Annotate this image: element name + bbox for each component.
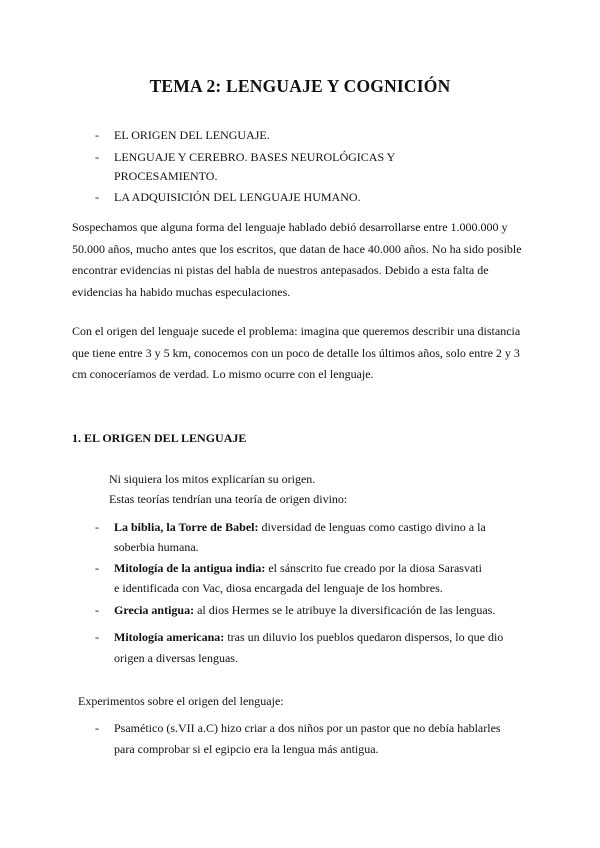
myth-4-line-1 bbox=[114, 629, 503, 645]
toc-bullet-1: - bbox=[95, 128, 99, 142]
myth-2-text: el sánscrito fue creado por la diosa Sarasvati bbox=[265, 561, 482, 575]
myth-1-title: La biblia, la Torre de Babel: bbox=[114, 520, 259, 534]
para2-line-2: que tiene entre 3 y 5 km, conocemos con un poco de detalle los últimos años, solo entre 2 y 3 bbox=[72, 346, 520, 360]
myth-1-line-1 bbox=[114, 519, 486, 535]
toc-item-2-line-2: PROCESAMIENTO. bbox=[114, 169, 218, 183]
myth-3-text: al dios Hermes se le atribuye la diversificación de las lenguas. bbox=[194, 603, 496, 617]
toc-bullet-3: - bbox=[95, 190, 99, 204]
para1-line-4: evidencias ha habido muchas especulaciones. bbox=[72, 285, 291, 299]
toc-item-1: EL ORIGEN DEL LENGUAJE. bbox=[114, 128, 270, 142]
myth-bullet-4: - bbox=[95, 630, 99, 644]
experiment-1-line-1: Psamético (s.VII a.C) hizo criar a dos niños por un pastor que no debía hablarles bbox=[114, 721, 501, 735]
para1-line-3: encontrar evidencias ni pistas del habla de nuestros antepasados. Debido a esta falta de bbox=[72, 263, 489, 277]
myth-1-text: diversidad de lenguas como castigo divino a la bbox=[258, 520, 486, 534]
section-1-heading: 1. EL ORIGEN DEL LENGUAJE bbox=[72, 431, 247, 445]
para1-line-1: Sospechamos que alguna forma del lenguaje hablado debió desarrollarse entre 1.000.000 y bbox=[72, 220, 508, 234]
myth-2-line-1 bbox=[114, 560, 482, 576]
section-1-intro-2: Estas teorías tendrían una teoría de origen divino: bbox=[109, 492, 348, 506]
experiments-heading: Experimentos sobre el origen del lenguaje: bbox=[78, 694, 284, 708]
myth-2-title: Mitología de la antigua india: bbox=[114, 561, 266, 575]
myth-4-title: Mitología americana: bbox=[114, 630, 225, 644]
myth-3-title: Grecia antigua: bbox=[114, 603, 195, 617]
myth-bullet-1: - bbox=[95, 520, 99, 534]
myth-3-line-1 bbox=[114, 602, 495, 618]
myth-1-line-2: soberbia humana. bbox=[114, 540, 199, 554]
toc-item-2-line-1: LENGUAJE Y CEREBRO. BASES NEUROLÓGICAS Y bbox=[114, 150, 396, 164]
myth-4-text: tras un diluvio los pueblos quedaron dispersos, lo que dio bbox=[224, 630, 504, 644]
para2-line-1: Con el origen del lenguaje sucede el problema: imagina que queremos describir una distancia bbox=[72, 324, 521, 338]
myth-4-line-2: origen a diversas lenguas. bbox=[114, 651, 238, 665]
myth-bullet-3: - bbox=[95, 603, 99, 617]
experiment-bullet-1: - bbox=[95, 721, 99, 735]
myth-2-line-2: e identificada con Vac, diosa encargada del lenguaje de los hombres. bbox=[114, 581, 443, 595]
section-1-intro-1: Ni siquiera los mitos explicarían su origen. bbox=[109, 472, 316, 486]
myth-bullet-2: - bbox=[95, 561, 99, 575]
experiment-1-line-2: para comprobar si el egipcio era la lengua más antigua. bbox=[114, 742, 379, 756]
para2-line-3: cm conoceríamos de verdad. Lo mismo ocurre con el lenguaje. bbox=[72, 367, 374, 381]
page-title: TEMA 2: LENGUAJE Y COGNICIÓN bbox=[149, 76, 451, 96]
toc-item-3: LA ADQUISICIÓN DEL LENGUAJE HUMANO. bbox=[114, 190, 361, 204]
para1-line-2: 50.000 años, mucho antes que los escritos, que datan de hace 40.000 años. No ha sido posible bbox=[72, 242, 522, 256]
toc-bullet-2: - bbox=[95, 150, 99, 164]
